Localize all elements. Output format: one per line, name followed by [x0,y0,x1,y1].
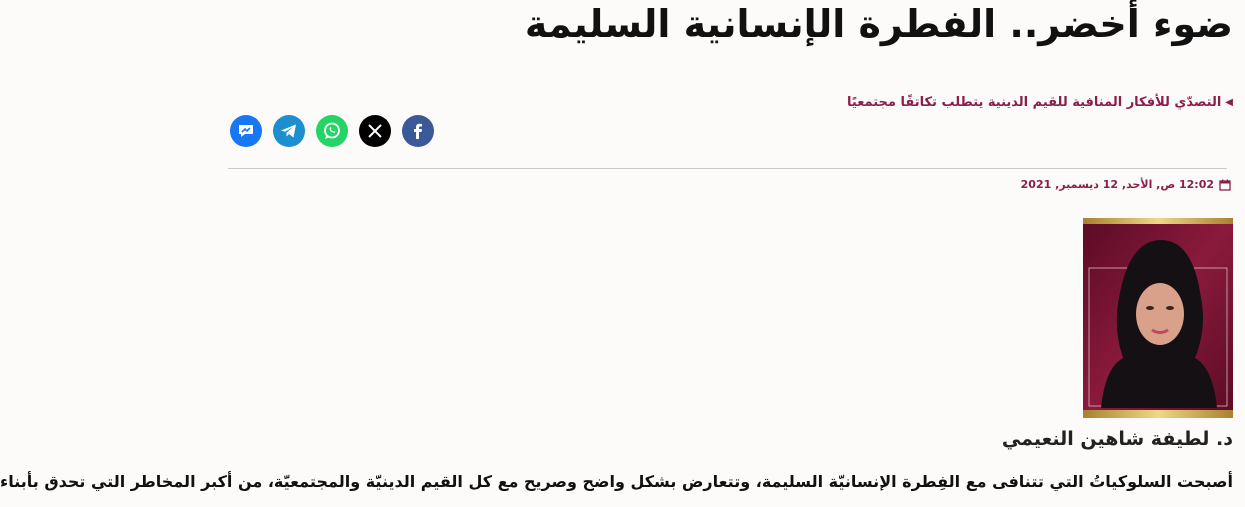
article-title: ضوء أخضر.. الفطرة الإنسانية السليمة [524,2,1233,46]
calendar-icon [1219,179,1231,191]
telegram-share-button[interactable] [273,115,305,147]
telegram-icon [279,121,299,141]
facebook-share-button[interactable] [402,115,434,147]
messenger-icon [236,121,256,141]
author-name: د. لطيفة شاهين النعيمي [1001,428,1233,450]
facebook-icon [408,121,428,141]
article-body: أصبحت السلوكياتُ التي تتنافى مع الفِطرة الإنسانيّة السليمة، وتتعارض بشكل واضح وصريح مع كل القيم الدينيّة والمجتمعيّة، من أكبر المخاطر التي تحدق بأبناء [0,472,1233,491]
article-subtitle[interactable] [847,95,1233,110]
author-photo [1083,218,1233,418]
whatsapp-share-button[interactable] [316,115,348,147]
date-text: 12:02 ص, الأحد, 12 ديسمبر, 2021 [1020,178,1214,191]
x-icon [366,122,384,140]
share-bar [230,115,434,147]
subtitle-text: التصدّي للأفكار المنافية للقيم الدينية يتطلب تكاتفًا مجتمعيًا [847,95,1222,110]
caret-left-icon: ◀ [1225,97,1233,108]
publish-date [1021,178,1231,191]
divider [228,168,1227,169]
messenger-share-button[interactable] [230,115,262,147]
x-share-button[interactable] [359,115,391,147]
whatsapp-icon [321,120,343,142]
